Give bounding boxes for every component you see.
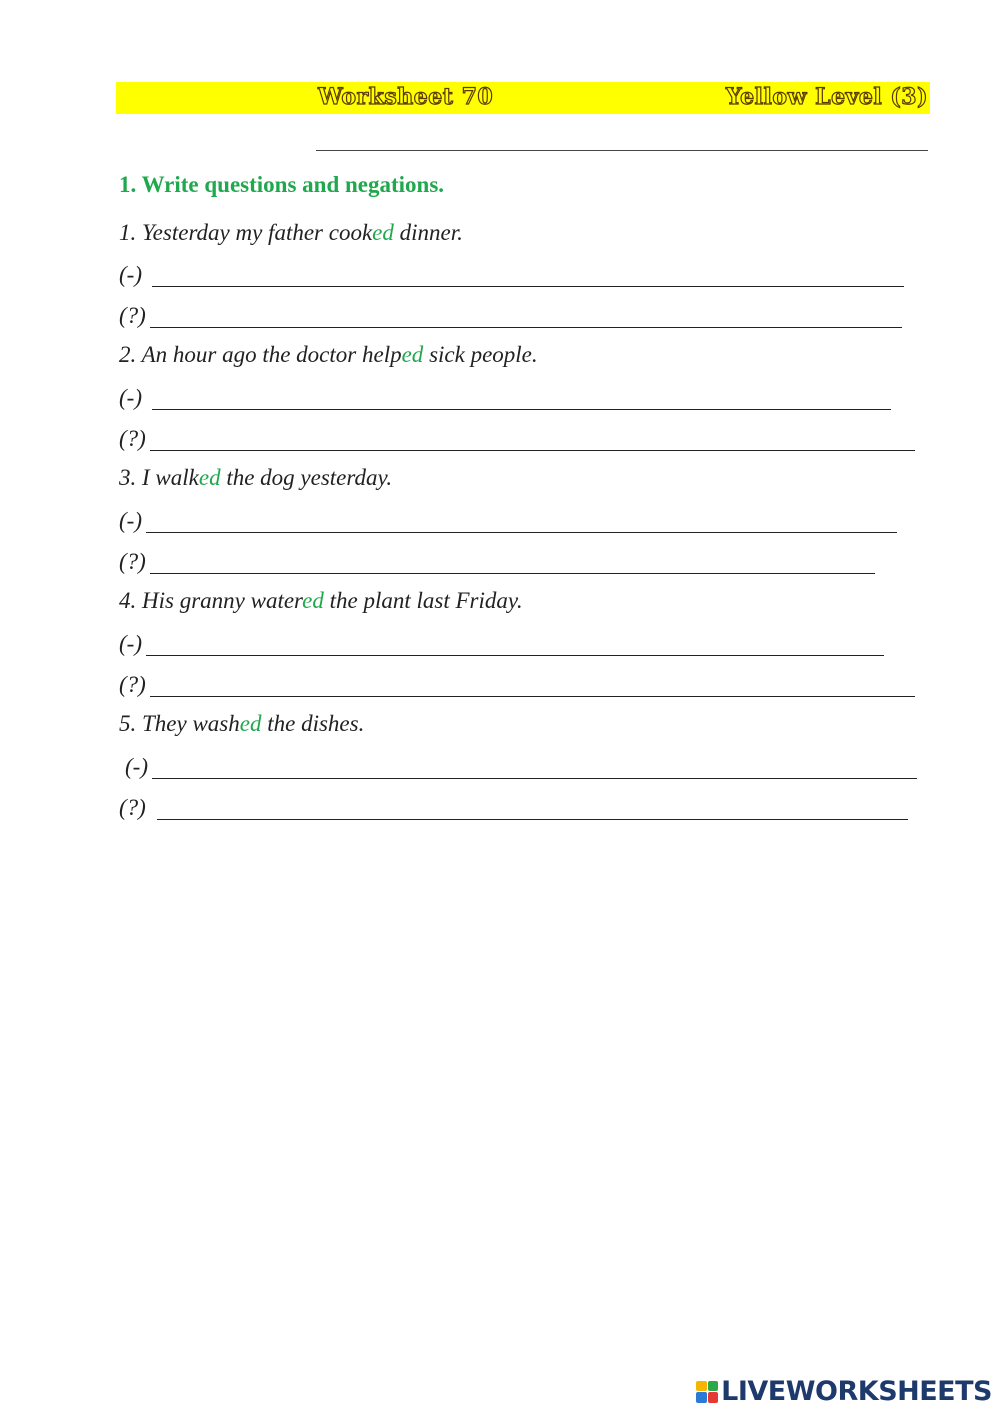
question-prefix: (?) — [119, 549, 146, 574]
exercise-sentence-5: 5. They washed the dishes. — [119, 711, 365, 736]
exercise-sentence-2: 2. An hour ago the doctor helped sick people. — [119, 342, 538, 367]
answer-line-negative-5[interactable] — [152, 778, 917, 779]
question-prefix: (?) — [119, 303, 146, 328]
negative-prefix: (-) — [119, 508, 142, 533]
negative-prefix: (-) — [119, 262, 142, 287]
name-line — [316, 150, 928, 151]
question-prefix: (?) — [119, 672, 146, 697]
worksheet-level: Yellow Level (3) — [725, 84, 928, 110]
worksheet-title: Worksheet 70 — [318, 84, 494, 110]
negative-prefix: (-) — [119, 631, 142, 656]
liveworksheets-logo[interactable] — [696, 1376, 992, 1407]
question-prefix: (?) — [119, 426, 146, 451]
negative-prefix: (-) — [125, 754, 148, 779]
ed-ending: ed — [239, 711, 262, 736]
instruction-heading: 1. Write questions and negations. — [119, 172, 445, 197]
ed-ending: ed — [302, 588, 324, 613]
answer-line-negative-4[interactable] — [146, 655, 884, 656]
answer-line-negative-1[interactable] — [152, 286, 904, 287]
exercise-sentence-3: 3. I walked the dog yesterday. — [119, 465, 393, 490]
exercise-sentence-1: 1. Yesterday my father cooked dinner. — [119, 220, 463, 245]
negative-prefix: (-) — [119, 385, 142, 410]
answer-line-question-1[interactable] — [150, 327, 902, 328]
answer-line-negative-2[interactable] — [152, 409, 891, 410]
liveworksheets-logo-icon — [696, 1381, 718, 1403]
ed-ending: ed — [401, 342, 424, 367]
question-prefix: (?) — [119, 795, 146, 820]
exercise-sentence-4: 4. His granny watered the plant last Friday. — [119, 588, 523, 613]
answer-line-question-5[interactable] — [157, 819, 908, 820]
answer-line-question-3[interactable] — [150, 573, 875, 574]
ed-ending: ed — [198, 465, 221, 490]
answer-line-question-4[interactable] — [150, 696, 915, 697]
ed-ending: ed — [372, 220, 394, 245]
answer-line-question-2[interactable] — [150, 450, 915, 451]
answer-line-negative-3[interactable] — [146, 532, 897, 533]
logo-text: LIVEWORKSHEETS — [721, 1376, 992, 1407]
